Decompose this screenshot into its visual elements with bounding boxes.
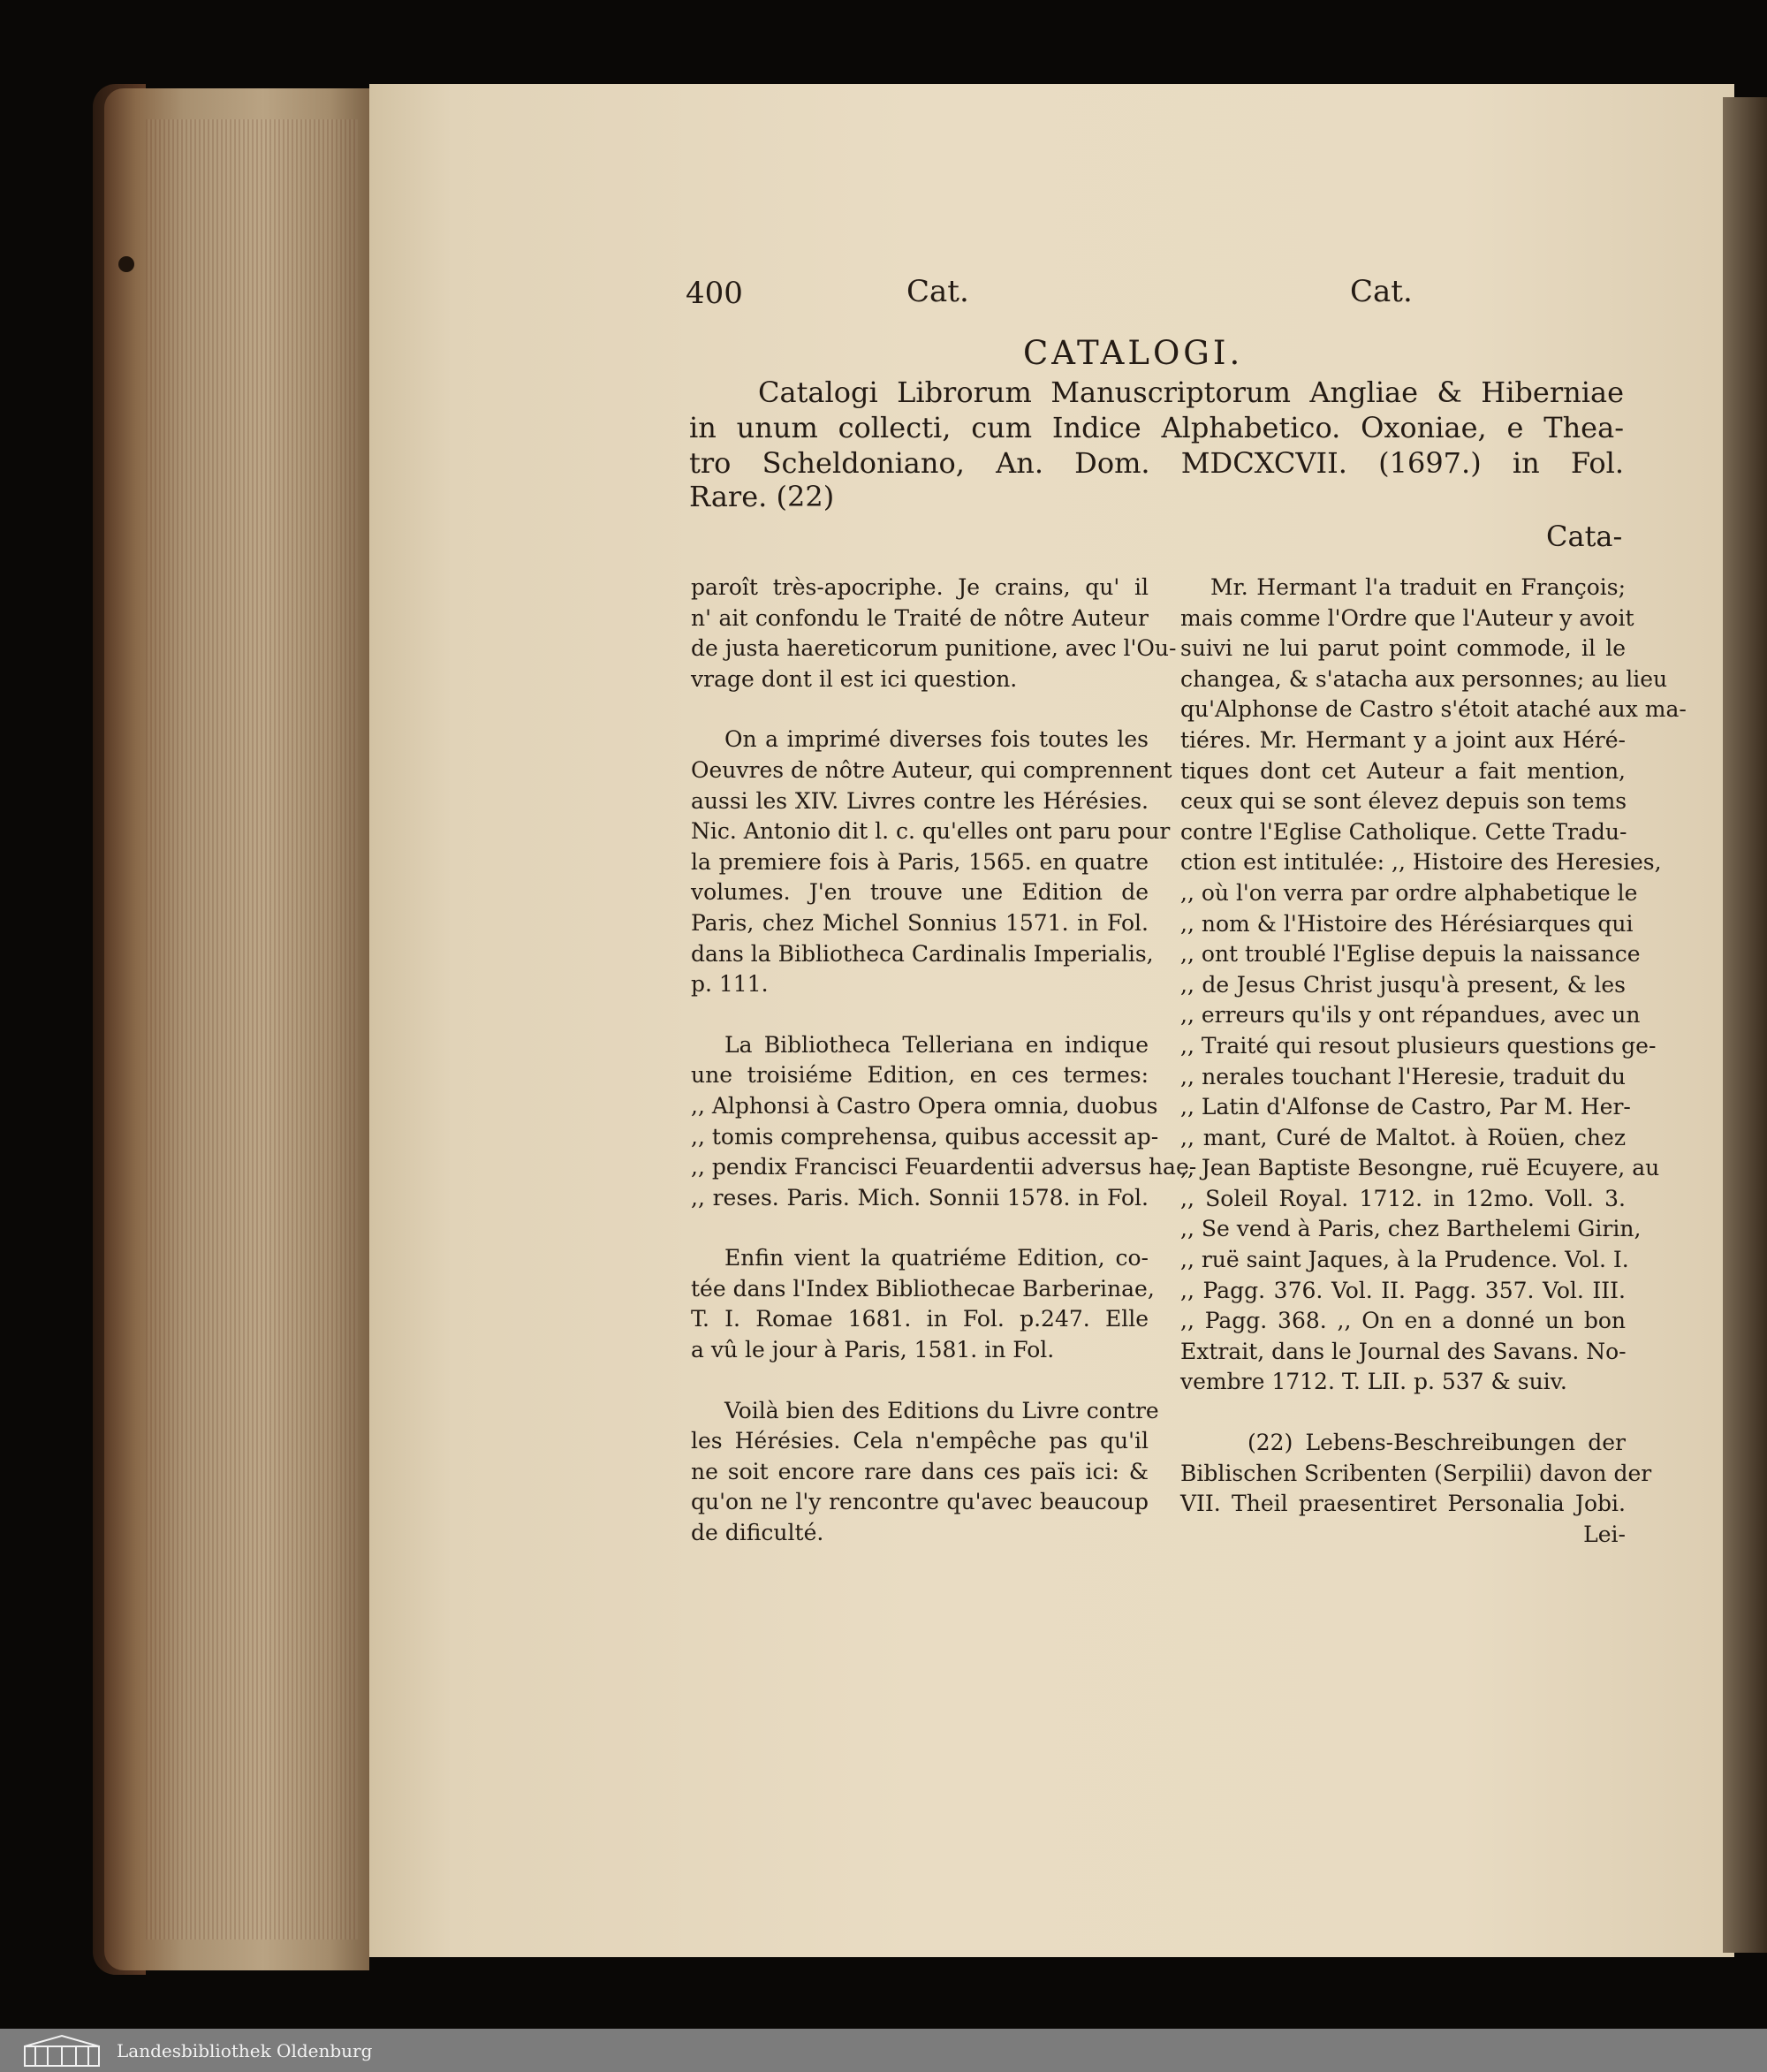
right-line: ,, Se vend à Paris, chez Barthelemi Girin, bbox=[1180, 1216, 1642, 1242]
entry-line-1: Catalogi Librorum Manuscriptorum Angliae & Hiberniae bbox=[758, 376, 1624, 409]
footnote-line: Biblischen Scribenten (Serpilii) davon der bbox=[1180, 1460, 1652, 1486]
right-line: ,, ont troublé l'Eglise depuis la naissance bbox=[1180, 941, 1641, 968]
catchword-bottom: Lei- bbox=[1583, 1521, 1626, 1547]
right-line: Mr. Hermant l'a traduit en François; bbox=[1210, 574, 1626, 600]
right-line: ,, Soleil Royal. 1712. in 12mo. Voll. 3. bbox=[1180, 1185, 1626, 1211]
left-line: T. I. Romae 1681. in Fol. p.247. Elle bbox=[691, 1306, 1149, 1332]
left-line: ,, reses. Paris. Mich. Sonnii 1578. in Fol. bbox=[691, 1184, 1149, 1211]
right-line: ,, erreurs qu'ils y ont répandues, avec un bbox=[1180, 1002, 1641, 1028]
left-line: volumes. J'en trouve une Edition de bbox=[691, 879, 1149, 906]
left-line: Enfin vient la quatriéme Edition, co- bbox=[724, 1245, 1149, 1271]
right-line: ,, mant, Curé de Maltot. à Roüen, chez bbox=[1180, 1124, 1626, 1150]
left-line: La Bibliotheca Telleriana en indique bbox=[724, 1031, 1149, 1058]
left-line: Oeuvres de nôtre Auteur, qui comprennent bbox=[691, 756, 1172, 783]
left-line: a vû le jour à Paris, 1581. in Fol. bbox=[691, 1337, 1055, 1363]
facing-page-edge bbox=[1723, 97, 1767, 1953]
right-line: contre l'Eglise Catholique. Cette Tradu- bbox=[1180, 818, 1627, 845]
left-line: les Hérésies. Cela n'empêche pas qu'il bbox=[691, 1428, 1149, 1454]
left-line: qu'on ne l'y rencontre qu'avec beaucoup bbox=[691, 1489, 1149, 1515]
right-line: changea, & s'atacha aux personnes; au lieu bbox=[1180, 665, 1668, 692]
catchword-top: Cata- bbox=[1546, 520, 1623, 553]
left-line: dans la Bibliotheca Cardinalis Imperialis, bbox=[691, 940, 1154, 967]
left-line: la premiere fois à Paris, 1565. en quatre bbox=[691, 848, 1149, 875]
entry-title: CATALOGI. bbox=[1023, 334, 1244, 372]
right-line: ,, ruë saint Jaques, à la Prudence. Vol. I. bbox=[1180, 1247, 1629, 1273]
entry-line-3: tro Scheldoniano, An. Dom. MDCXCVII. (1697.) in Fol. bbox=[689, 446, 1624, 480]
right-line: qu'Alphonse de Castro s'étoit ataché aux ma- bbox=[1180, 696, 1687, 723]
footnote-line: (22) Lebens-Beschreibungen der bbox=[1248, 1430, 1626, 1456]
right-line: ,, où l'on verra par ordre alphabetique le bbox=[1180, 879, 1638, 906]
right-line: ,, Pagg. 368. ,, On en a donné un bon bbox=[1180, 1308, 1626, 1334]
page-edge-texture bbox=[146, 119, 358, 1939]
running-head-left: Cat. bbox=[906, 274, 969, 309]
left-line: ,, tomis comprehensa, quibus accessit ap- bbox=[691, 1123, 1159, 1150]
right-line: ceux qui se sont élevez depuis son tems bbox=[1180, 788, 1627, 815]
left-column bbox=[691, 573, 1197, 1549]
right-line: Extrait, dans le Journal des Savans. No- bbox=[1180, 1338, 1627, 1364]
right-line: ,, nerales touchant l'Heresie, traduit du bbox=[1180, 1063, 1626, 1089]
entry-line-4: Rare. (22) bbox=[689, 480, 835, 513]
left-line: ,, pendix Francisci Feuardentii adversus hae- bbox=[691, 1154, 1197, 1180]
library-building-icon bbox=[18, 2034, 106, 2068]
entry-line-2: in unum collecti, cum Indice Alphabetico. Oxoniae, e Thea- bbox=[689, 411, 1624, 444]
library-name: Landesbibliothek Oldenburg bbox=[117, 2040, 373, 2061]
right-line: ,, Latin d'Alfonse de Castro, Par M. Her- bbox=[1180, 1094, 1631, 1120]
right-line: mais comme l'Ordre que l'Auteur y avoit bbox=[1180, 604, 1634, 631]
right-line: ction est intitulée: ,, Histoire des Heresies, bbox=[1180, 849, 1662, 876]
binding-rivet bbox=[118, 256, 134, 272]
left-line: n' ait confondu le Traité de nôtre Auteur bbox=[691, 604, 1149, 631]
footnote-line: VII. Theil praesentiret Personalia Jobi. bbox=[1180, 1491, 1626, 1517]
right-line: ,, Pagg. 376. Vol. II. Pagg. 357. Vol. III. bbox=[1180, 1277, 1626, 1303]
left-line: ne soit encore rare dans ces païs ici: & bbox=[691, 1458, 1149, 1484]
page-number: 400 bbox=[686, 276, 743, 311]
right-line: suivi ne lui parut point commode, il le bbox=[1180, 635, 1626, 662]
left-line: p. 111. bbox=[691, 971, 769, 998]
left-line: de justa haereticorum punitione, avec l'Ou- bbox=[691, 635, 1177, 662]
running-head-right: Cat. bbox=[1350, 274, 1413, 309]
library-footer-bar bbox=[0, 2029, 1767, 2072]
left-line: Paris, chez Michel Sonnius 1571. in Fol. bbox=[691, 909, 1149, 936]
right-line: vembre 1712. T. LII. p. 537 & suiv. bbox=[1180, 1369, 1567, 1395]
right-line: tiques dont cet Auteur a fait mention, bbox=[1180, 757, 1626, 784]
left-line: ,, Alphonsi à Castro Opera omnia, duobus bbox=[691, 1092, 1158, 1119]
left-line: vrage dont il est ici question. bbox=[691, 665, 1018, 692]
right-line: ,, de Jesus Christ jusqu'à present, & les bbox=[1180, 971, 1626, 998]
left-line: Voilà bien des Editions du Livre contre bbox=[724, 1397, 1159, 1423]
right-line: tiéres. Mr. Hermant y a joint aux Héré- bbox=[1180, 726, 1626, 753]
right-line: ,, Traité qui resout plusieurs questions ge- bbox=[1180, 1032, 1657, 1059]
left-line: tée dans l'Index Bibliothecae Barberinae, bbox=[691, 1275, 1155, 1302]
right-column bbox=[1180, 573, 1687, 1550]
left-line: paroît très-apocriphe. Je crains, qu' il bbox=[691, 574, 1149, 600]
right-line: ,, nom & l'Histoire des Hérésiarques qui bbox=[1180, 910, 1634, 937]
left-line: aussi les XIV. Livres contre les Hérésies. bbox=[691, 787, 1149, 814]
left-line: On a imprimé diverses fois toutes les bbox=[724, 726, 1149, 753]
left-line: Nic. Antonio dit l. c. qu'elles ont paru pour bbox=[691, 818, 1171, 845]
left-line: une troisiéme Edition, en ces termes: bbox=[691, 1062, 1149, 1089]
right-line: ,, Jean Baptiste Besongne, ruë Ecuyere, au bbox=[1180, 1155, 1660, 1181]
left-line: de dificulté. bbox=[691, 1520, 824, 1546]
